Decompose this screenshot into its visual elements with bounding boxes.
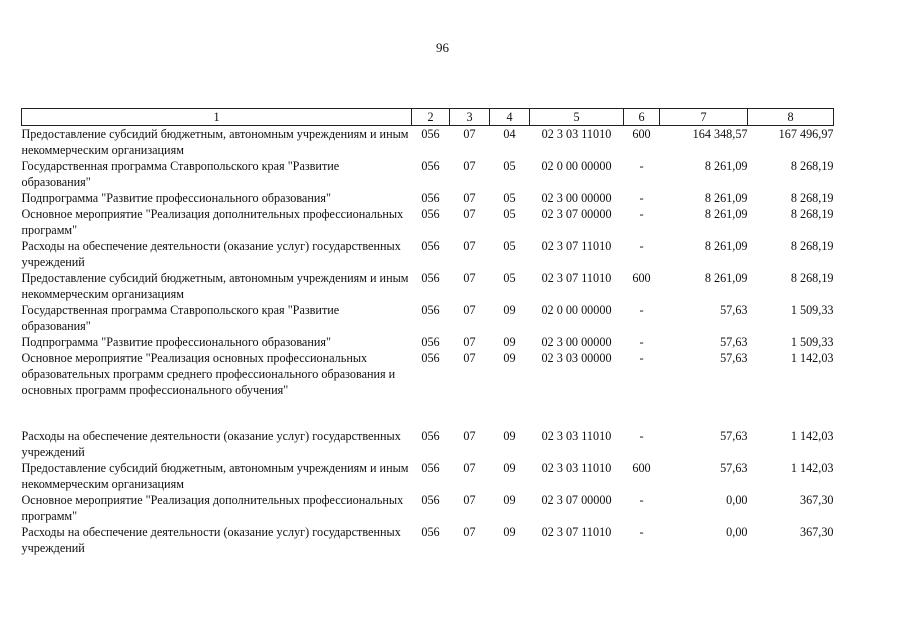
row-name: Государственная программа Ставропольского края "Развитие образования" xyxy=(21,303,340,333)
row-expense-type: 600 xyxy=(632,461,651,475)
row-name: Расходы на обеспечение деятельности (оказание услуг) государственных учреждений xyxy=(21,239,401,269)
row-target-code: 02 3 00 00000 xyxy=(541,191,612,205)
column-header-3: 3 xyxy=(450,109,490,126)
row-amount-8: 8 268,19 xyxy=(790,159,834,173)
row-name: Расходы на обеспечение деятельности (оказание услуг) государственных учреждений xyxy=(21,525,401,555)
row-amount-7: 8 261,09 xyxy=(704,207,748,221)
row-subsection-code: 05 xyxy=(503,207,516,221)
table-row xyxy=(22,524,834,556)
row-amount-7: 57,63 xyxy=(720,351,748,365)
row-amount-7: 57,63 xyxy=(720,303,748,317)
row-ministry-code: 056 xyxy=(421,461,440,475)
row-amount-8: 8 268,19 xyxy=(790,191,834,205)
page-number: 96 xyxy=(436,40,449,55)
row-expense-type: 600 xyxy=(632,271,651,285)
row-subsection-code: 04 xyxy=(503,127,516,141)
table-row xyxy=(22,270,834,302)
row-name: Подпрограмма "Развитие профессионального образования" xyxy=(21,335,331,349)
row-subsection-code: 05 xyxy=(503,239,516,253)
row-name: Основное мероприятие "Реализация основных профессиональных образовательных программ среднего профессионального образования и основных программ профессионального обучения" xyxy=(21,351,396,397)
row-target-code: 02 3 03 11010 xyxy=(541,127,612,141)
row-amount-7: 0,00 xyxy=(726,525,748,539)
row-subsection-code: 05 xyxy=(503,191,516,205)
row-name: Предоставление субсидий бюджетным, автономным учреждениям и иным некоммерческим организациям xyxy=(21,271,409,301)
row-ministry-code: 056 xyxy=(421,525,440,539)
row-subsection-code: 09 xyxy=(503,429,516,443)
row-name: Государственная программа Ставропольского края "Развитие образования" xyxy=(21,159,340,189)
row-ministry-code: 056 xyxy=(421,159,440,173)
row-name: Подпрограмма "Развитие профессионального образования" xyxy=(21,191,331,205)
row-target-code: 02 3 07 11010 xyxy=(541,271,612,285)
table-row xyxy=(22,206,834,238)
column-header-1: 1 xyxy=(22,109,412,126)
row-expense-type: - xyxy=(639,303,644,317)
row-amount-8: 1 509,33 xyxy=(790,335,834,349)
row-subsection-code: 05 xyxy=(503,271,516,285)
table-row xyxy=(22,190,834,206)
row-ministry-code: 056 xyxy=(421,207,440,221)
row-target-code: 02 3 07 11010 xyxy=(541,239,612,253)
row-spacer xyxy=(22,398,834,428)
column-header-5: 5 xyxy=(530,109,624,126)
row-section-code: 07 xyxy=(463,335,476,349)
spacer-cell xyxy=(22,398,834,428)
header-row xyxy=(22,109,834,126)
column-header-7: 7 xyxy=(660,109,748,126)
row-amount-8: 1 142,03 xyxy=(790,461,834,475)
table-row xyxy=(22,238,834,270)
row-amount-8: 8 268,19 xyxy=(790,271,834,285)
row-amount-7: 57,63 xyxy=(720,461,748,475)
row-ministry-code: 056 xyxy=(421,191,440,205)
row-target-code: 02 3 07 00000 xyxy=(541,493,612,507)
row-expense-type: - xyxy=(639,351,644,365)
row-name: Предоставление субсидий бюджетным, автономным учреждениям и иным некоммерческим организациям xyxy=(21,461,409,491)
row-subsection-code: 09 xyxy=(503,335,516,349)
row-target-code: 02 3 03 11010 xyxy=(541,461,612,475)
table-row xyxy=(22,350,834,398)
row-amount-7: 57,63 xyxy=(720,429,748,443)
row-subsection-code: 09 xyxy=(503,351,516,365)
budget-table xyxy=(21,108,834,556)
row-amount-7: 8 261,09 xyxy=(704,239,748,253)
row-name: Основное мероприятие "Реализация дополнительных профессиональных программ" xyxy=(21,207,404,237)
row-name: Предоставление субсидий бюджетным, автономным учреждениям и иным некоммерческим организациям xyxy=(21,127,409,157)
row-section-code: 07 xyxy=(463,159,476,173)
row-amount-8: 1 509,33 xyxy=(790,303,834,317)
row-amount-8: 367,30 xyxy=(799,525,834,539)
row-target-code: 02 3 00 00000 xyxy=(541,335,612,349)
row-target-code: 02 3 03 11010 xyxy=(541,429,612,443)
row-ministry-code: 056 xyxy=(421,335,440,349)
row-target-code: 02 0 00 00000 xyxy=(541,303,612,317)
column-header-2: 2 xyxy=(412,109,450,126)
table-row xyxy=(22,492,834,524)
table-row xyxy=(22,126,834,159)
row-target-code: 02 3 07 00000 xyxy=(541,207,612,221)
row-section-code: 07 xyxy=(463,429,476,443)
row-section-code: 07 xyxy=(463,207,476,221)
row-ministry-code: 056 xyxy=(421,271,440,285)
row-subsection-code: 05 xyxy=(503,159,516,173)
row-section-code: 07 xyxy=(463,493,476,507)
row-name: Расходы на обеспечение деятельности (оказание услуг) государственных учреждений xyxy=(21,429,401,459)
row-amount-7: 164 348,57 xyxy=(692,127,748,141)
row-target-code: 02 3 07 11010 xyxy=(541,525,612,539)
row-ministry-code: 056 xyxy=(421,239,440,253)
row-expense-type: 600 xyxy=(632,127,651,141)
row-expense-type: - xyxy=(639,191,644,205)
row-ministry-code: 056 xyxy=(421,429,440,443)
row-section-code: 07 xyxy=(463,461,476,475)
row-subsection-code: 09 xyxy=(503,461,516,475)
row-amount-8: 1 142,03 xyxy=(790,429,834,443)
row-section-code: 07 xyxy=(463,191,476,205)
row-expense-type: - xyxy=(639,429,644,443)
row-amount-7: 8 261,09 xyxy=(704,159,748,173)
row-subsection-code: 09 xyxy=(503,525,516,539)
table-row xyxy=(22,428,834,460)
row-expense-type: - xyxy=(639,159,644,173)
table-row xyxy=(22,334,834,350)
row-amount-7: 0,00 xyxy=(726,493,748,507)
row-section-code: 07 xyxy=(463,303,476,317)
row-section-code: 07 xyxy=(463,351,476,365)
row-section-code: 07 xyxy=(463,239,476,253)
row-target-code: 02 3 03 00000 xyxy=(541,351,612,365)
row-subsection-code: 09 xyxy=(503,303,516,317)
row-amount-8: 1 142,03 xyxy=(790,351,834,365)
row-amount-8: 8 268,19 xyxy=(790,207,834,221)
row-section-code: 07 xyxy=(463,525,476,539)
row-amount-7: 8 261,09 xyxy=(704,271,748,285)
row-expense-type: - xyxy=(639,239,644,253)
row-name: Основное мероприятие "Реализация дополнительных профессиональных программ" xyxy=(21,493,404,523)
row-section-code: 07 xyxy=(463,127,476,141)
row-subsection-code: 09 xyxy=(503,493,516,507)
row-ministry-code: 056 xyxy=(421,493,440,507)
row-expense-type: - xyxy=(639,207,644,221)
row-ministry-code: 056 xyxy=(421,303,440,317)
row-amount-8: 167 496,97 xyxy=(778,127,834,141)
row-ministry-code: 056 xyxy=(421,127,440,141)
row-expense-type: - xyxy=(639,493,644,507)
column-header-8: 8 xyxy=(748,109,834,126)
row-expense-type: - xyxy=(639,335,644,349)
row-expense-type: - xyxy=(639,525,644,539)
row-ministry-code: 056 xyxy=(421,351,440,365)
row-amount-7: 8 261,09 xyxy=(704,191,748,205)
table-row xyxy=(22,158,834,190)
row-amount-8: 367,30 xyxy=(799,493,834,507)
table-row xyxy=(22,302,834,334)
column-header-4: 4 xyxy=(490,109,530,126)
column-header-6: 6 xyxy=(624,109,660,126)
row-amount-7: 57,63 xyxy=(720,335,748,349)
row-section-code: 07 xyxy=(463,271,476,285)
table-row xyxy=(22,460,834,492)
row-amount-8: 8 268,19 xyxy=(790,239,834,253)
row-target-code: 02 0 00 00000 xyxy=(541,159,612,173)
